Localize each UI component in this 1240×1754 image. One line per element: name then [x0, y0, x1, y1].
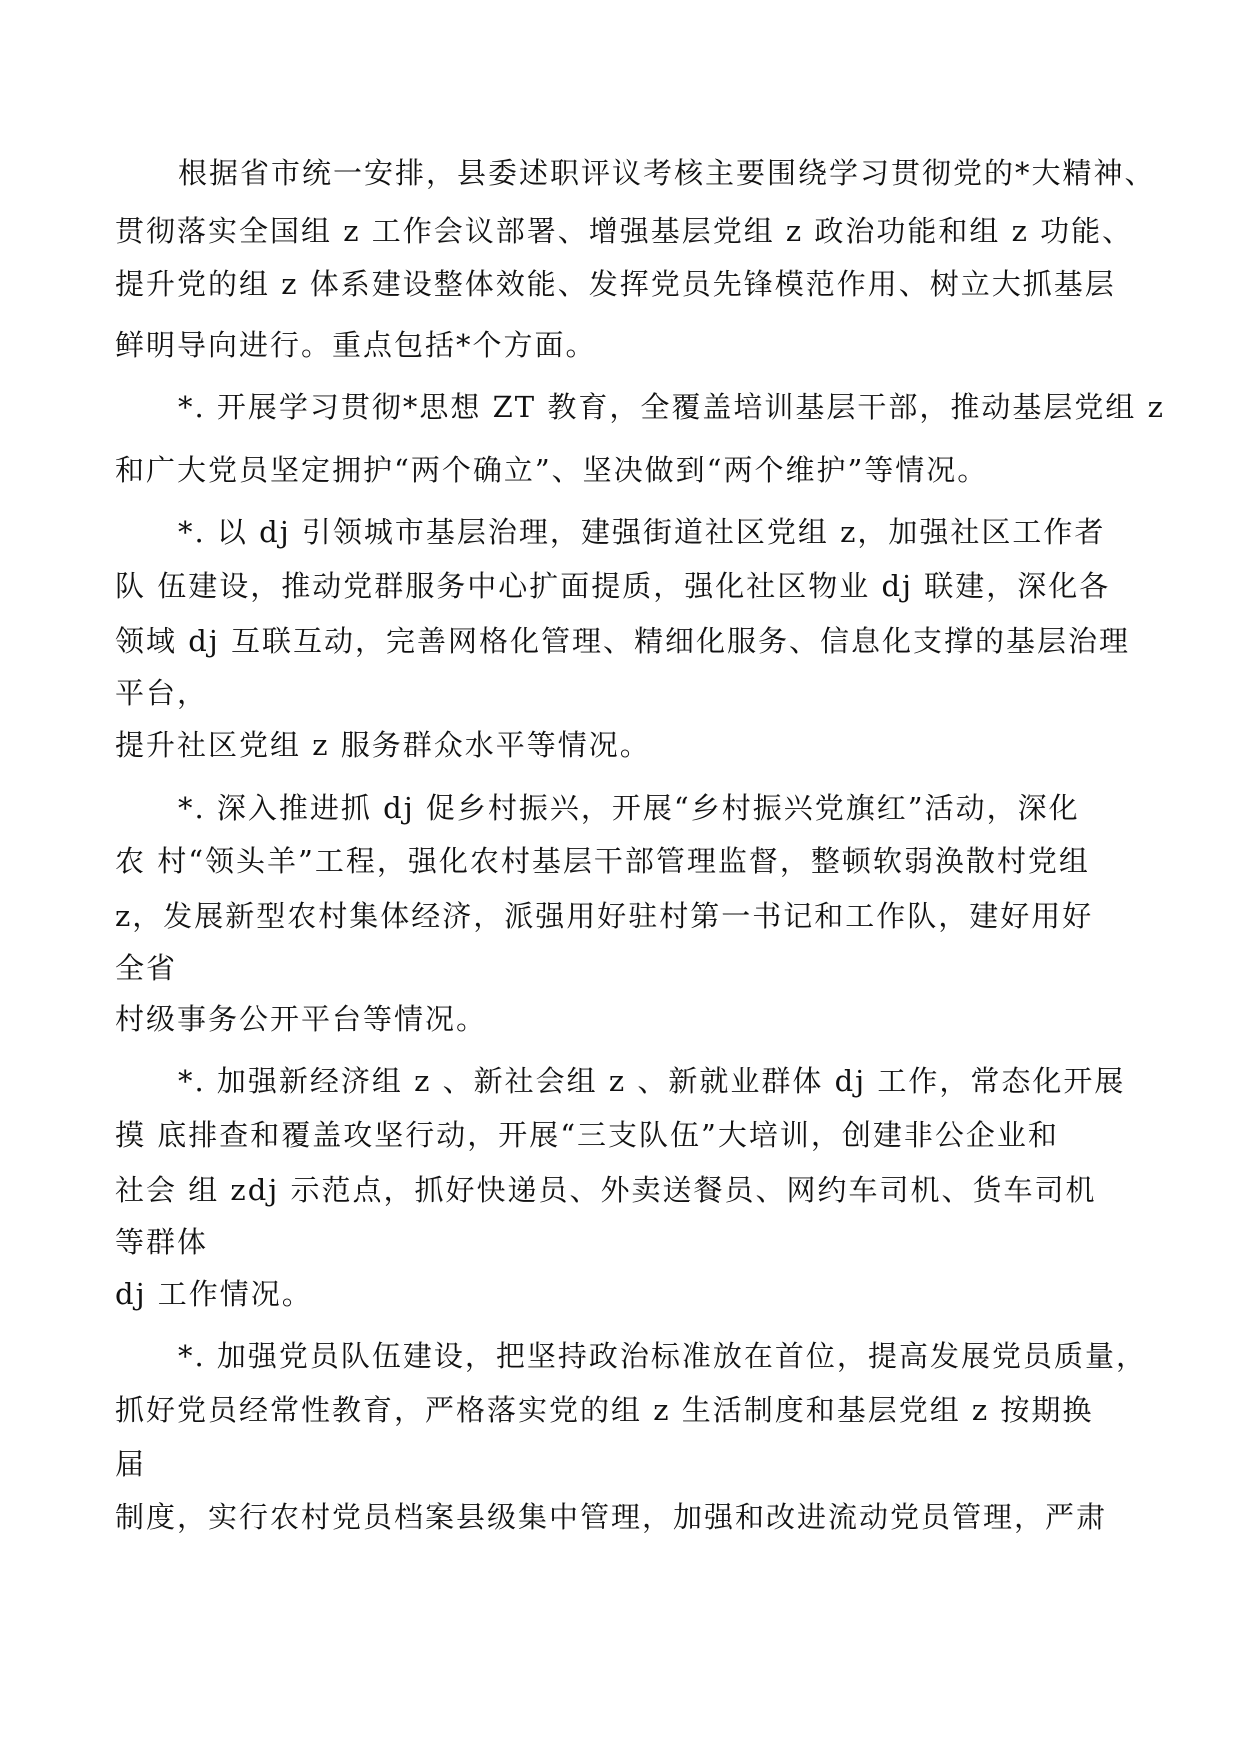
- text-line: 农 村“领头羊”工程，强化农村基层干部管理监督，整顿软弱涣散村党组: [115, 844, 1090, 878]
- text-line: *. 深入推进抓 dj 促乡村振兴，开展“乡村振兴党旗红”活动，深化: [178, 791, 1080, 825]
- text-line: 制度，实行农村党员档案县级集中管理，加强和改进流动党员管理，严肃: [115, 1500, 1108, 1534]
- text-line: 鲜明导向进行。重点包括*个方面。: [115, 328, 597, 362]
- text-line: *. 开展学习贯彻*思想 ZT 教育，全覆盖培训基层干部，推动基层党组 z: [178, 390, 1165, 424]
- text-line: 根据省市统一安排，县委述职评议考核主要围绕学习贯彻党的*大精神、: [178, 156, 1156, 190]
- text-line: dj 工作情况。: [115, 1277, 313, 1311]
- text-line: 全省: [115, 951, 178, 985]
- text-line: 届: [115, 1447, 147, 1481]
- text-line: *. 加强新经济组 z 、新社会组 z 、新就业群体 dj 工作，常态化开展: [178, 1064, 1126, 1098]
- text-line: 提升社区党组 z 服务群众水平等情况。: [115, 728, 651, 762]
- text-line: 社会 组 zdj 示范点，抓好快递员、外卖送餐员、网约车司机、货车司机: [115, 1173, 1097, 1207]
- text-line: 领域 dj 互联互动，完善网格化管理、精细化服务、信息化支撑的基层治理: [115, 624, 1130, 658]
- text-line: 平台，: [115, 676, 209, 710]
- text-line: *. 加强党员队伍建设，把坚持政治标准放在首位，提高发展党员质量，: [178, 1339, 1147, 1373]
- text-line: 等群体: [115, 1225, 209, 1259]
- text-line: 摸 底排查和覆盖攻坚行动，开展“三支队伍”大培训，创建非公企业和: [115, 1118, 1059, 1152]
- text-line: 贯彻落实全国组 z 工作会议部署、增强基层党组 z 政治功能和组 z 功能、: [115, 214, 1134, 248]
- text-line: 提升党的组 z 体系建设整体效能、发挥党员先锋模范作用、树立大抓基层: [115, 267, 1116, 301]
- text-line: 和广大党员坚定拥护“两个确立”、坚决做到“两个维护”等情况。: [115, 453, 989, 487]
- text-line: 抓好党员经常性教育，严格落实党的组 z 生活制度和基层党组 z 按期换: [115, 1393, 1094, 1427]
- text-line: z，发展新型农村集体经济，派强用好驻村第一书记和工作队，建好用好: [115, 899, 1094, 933]
- text-line: 村级事务公开平台等情况。: [115, 1002, 488, 1036]
- text-line: 队 伍建设，推动党群服务中心扩面提质，强化社区物业 dj 联建，深化各: [115, 569, 1111, 603]
- text-line: *. 以 dj 引领城市基层治理，建强街道社区党组 z，加强社区工作者: [178, 515, 1106, 549]
